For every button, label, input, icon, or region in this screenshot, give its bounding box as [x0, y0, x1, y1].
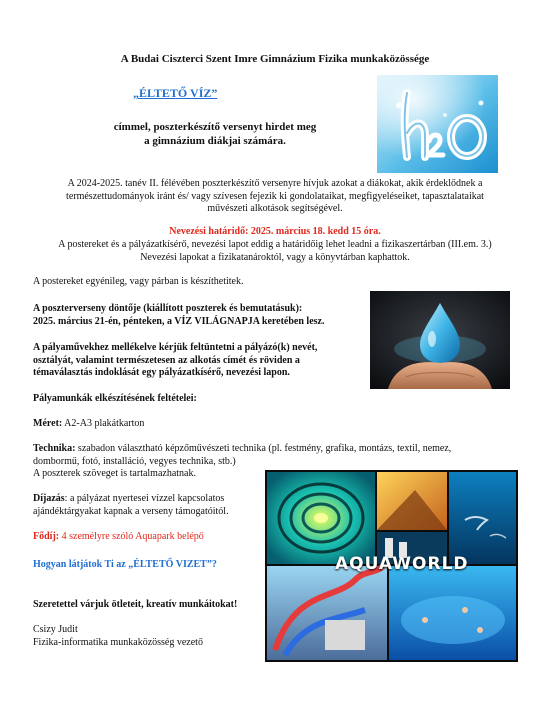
size-label: Méret:	[33, 418, 63, 429]
entry-paragraph	[33, 342, 368, 380]
submission-line-1: A postereket és a pályázatkísérő, nevezési lapot eddig a határidőig lehet leadni a fizikaszertárban (III.em. 3.)	[58, 239, 492, 250]
conditions-heading: Pályamunkák elkészítésének feltételei:	[33, 393, 197, 404]
intro-paragraph-line-3: művészeti alkotások segítségével.	[207, 203, 343, 214]
entry-line-3: témaválasztás indoklását egy pályázatkísérő, nevezési lapon.	[33, 367, 290, 378]
intro-line-2: a gimnázium diákjai számára.	[144, 135, 286, 147]
main-prize-value: 4 személyre szóló Aquapark belépő	[59, 531, 204, 542]
prize-line-1	[33, 493, 263, 506]
prize-label: Díjazás	[33, 493, 65, 504]
technique-label: Technika:	[33, 443, 76, 454]
signer-name: Csizy Judit	[33, 624, 78, 635]
submission-paragraph	[0, 239, 550, 264]
prize-paragraph	[33, 493, 263, 518]
poster-competition-name: „ÉLTETŐ VÍZ”	[133, 86, 218, 100]
h2o-water-image	[377, 75, 498, 173]
intro-text	[90, 120, 340, 148]
aquaworld-logo-text: AQUAWORLD	[335, 554, 469, 574]
submission-line-2: Nevezési lapokat a fizikatanároktól, vagy a könyvtárban kaphattok.	[140, 251, 410, 263]
prize-value: : a pályázat nyertesei vízzel kapcsolatos	[64, 493, 225, 504]
main-prize-label: Fődíj:	[33, 531, 60, 542]
aquaworld-collage-image	[265, 470, 518, 662]
intro-line-1: címmel, poszterkészítő versenyt hirdet meg	[113, 121, 317, 133]
technique-line-3: A poszterek szöveget is tartalmazhatnak.	[33, 468, 196, 479]
prize-line-2: ajándéktárgyakat kapnak a verseny támogatóitól.	[33, 505, 229, 517]
intro-paragraph	[0, 178, 550, 216]
final-line-1: A poszterverseny döntője (kiállított poszterek és bemutatásuk):	[33, 303, 303, 314]
size-value: A2-A3 plakátkarton	[62, 418, 145, 429]
final-paragraph	[33, 303, 373, 328]
closing-text: Szeretettel várjuk ötleteit, kreatív munkáitokat!	[33, 599, 238, 610]
size-line	[33, 418, 144, 431]
main-prize-line	[33, 531, 204, 544]
individual-pair-text: A postereket egyénileg, vagy párban is készíthetitek.	[33, 276, 244, 287]
question-text: Hogyan látjátok Ti az „ÉLTETŐ VIZET”?	[33, 559, 217, 570]
water-drop-hands-image	[370, 291, 510, 389]
intro-paragraph-line-2: természettudományok iránt és/ vagy szívesen fejezik ki gondolataikat, megfigyeléseiket, tapasztalataikat	[66, 190, 484, 202]
intro-paragraph-line-1: A 2024-2025. tanév II. félévében poszterkészítő versenyre hívjuk azokat a diákokat, akik érdeklődnek a	[67, 178, 483, 189]
technique-line-1	[33, 443, 513, 456]
deadline-text: Nevezési határidő: 2025. március 18. kedd 15 óra.	[169, 226, 381, 237]
final-line-2: 2025. március 21-én, pénteken, a VÍZ VILÁGNAPJA keretében lesz.	[33, 315, 325, 327]
technique-line-2: dombormű, fotó, installáció, vegyes technika, stb.)	[33, 455, 236, 467]
entry-line-1: A pályaművekhez mellékelve kérjük feltüntetni a pályázó(k) nevét,	[33, 342, 318, 353]
signer-role: Fizika-informatika munkaközösség vezető	[33, 636, 203, 648]
signature-block	[33, 624, 203, 649]
technique-value: szabadon választható képzőművészeti technika (pl. festmény, grafika, montázs, textil, nemez,	[75, 443, 452, 454]
document-title: A Budai Ciszterci Szent Imre Gimnázium Fizika munkaközössége	[120, 53, 430, 65]
entry-line-2: osztályát, valamint természetesen az alkotás címét és röviden a	[33, 354, 300, 366]
